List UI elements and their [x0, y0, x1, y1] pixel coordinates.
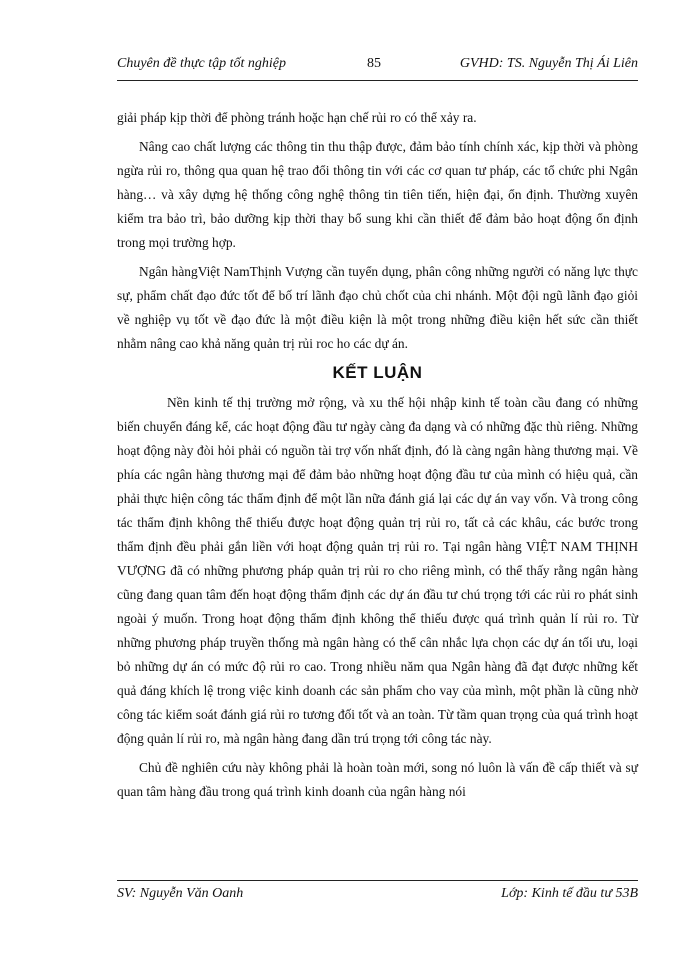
header-divider	[117, 80, 638, 81]
page-header	[117, 56, 638, 78]
paragraph-5: Chủ đề nghiên cứu này không phải là hoàn toàn mới, song nó luôn là vấn đề cấp thiết và sự quan tâm hàng đầu trong quá trình kinh doanh của ngân hàng nói	[117, 760, 638, 799]
paragraph-2: Nâng cao chất lượng các thông tin thu thập được, đảm bảo tính chính xác, kịp thời và phòng ngừa rủi ro, thông qua quan hệ trao đổi thông tin với các cơ quan tư pháp, các tổ chức phi Ngân hàng… và xây dựng hệ thống công nghệ thông tin tiên tiến, hiện đại, ổn định. Thường xuyên kiểm tra bảo trì, bảo dưỡng kịp thời thay bổ sung khi cần thiết để đảm bảo hoạt động ổn định trong mọi trường hợp.	[117, 139, 638, 250]
section-heading: KẾT LUẬN	[332, 363, 423, 382]
page-body	[117, 106, 638, 809]
footer-class: Lớp: Kinh tế đầu tư 53B	[501, 886, 638, 901]
page-footer	[117, 886, 638, 908]
header-supervisor: GVHD: TS. Nguyễn Thị Ái Liên	[459, 56, 638, 71]
footer-divider	[117, 880, 638, 881]
footer-student: SV: Nguyễn Văn Oanh	[117, 886, 244, 901]
page-number: 85	[367, 56, 381, 71]
header-document-title: Chuyên đề thực tập tốt nghiệp	[117, 56, 286, 71]
paragraph-4: Nền kinh tế thị trường mở rộng, và xu thế hội nhập kinh tế toàn cầu đang có những biến chuyển đáng kể, các hoạt động đầu tư ngày càng đa dạng và có những đặc thù riêng. Những hoạt động này đòi hỏi phải có nguồn tài trợ vốn nhất định, đó là càng ngân hàng thương mại. Về phía các ngân hàng thương mại để đảm bảo những hoạt động đầu tư của mình có hiệu quả, cần phải thực hiện công tác thẩm định để một lần nữa đánh giá lại các dự án vay vốn. Và trong công tác thẩm định không thể thiếu được hoạt động quản trị rủi ro, tất cả các khâu, các bước trong thẩm định đều phải gắn liền với hoạt động quản trị rủi ro. Tại ngân hàng VIỆT NAM THỊNH VƯỢNG đã có những phương pháp quản trị rủi ro cho riêng mình, có thể thấy rằng ngân hàng cũng đang quan tâm đến hoạt động thẩm định các dự án đầu tư chú trọng tới các rủi ro phát sinh ngoài ý muốn. Trong hoạt động thẩm định không thể thiếu được quá trình quản lí rủi ro. Từ những phương pháp truyền thống mà ngân hàng có thể cân nhắc lựa chọn các dự án tối ưu, loại bỏ những dự án có mức độ rủi ro cao. Trong nhiều năm qua Ngân hàng đã đạt được những kết quả đáng khích lệ trong việc kinh doanh các sản phẩm cho vay của mình, một phần là cũng nhờ công tác kiểm soát đánh giá rủi ro tương đối tốt và an toàn. Từ tầm quan trọng của quá trình hoạt động quản lí rủi ro, mà ngân hàng đang dần trú trọng tới công tác này.	[117, 395, 638, 746]
paragraph-3: Ngân hàngViệt NamThịnh Vượng cần tuyển dụng, phân công những người có năng lực thực sự, phẩm chất đạo đức tốt để bố trí lãnh đạo chủ chốt của chi nhánh. Một đội ngũ lãnh đạo giỏi về nghiệp vụ tốt về đạo đức là một điều kiện là một trong những điều kiện hết sức cần thiết nhằm nâng cao khả năng quản trị rủi roc ho các dự án.	[117, 264, 638, 351]
paragraph-1: giải pháp kịp thời để phòng tránh hoặc hạn chế rủi ro có thể xảy ra.	[117, 110, 477, 125]
